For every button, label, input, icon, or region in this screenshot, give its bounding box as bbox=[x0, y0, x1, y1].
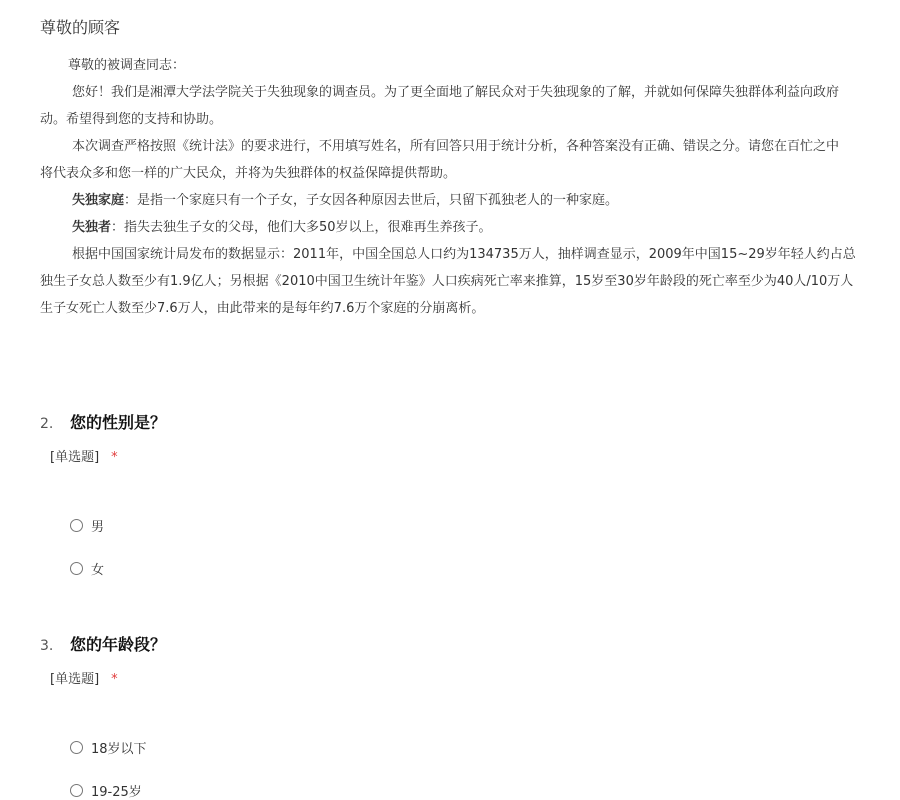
question-header bbox=[40, 632, 860, 656]
option-list bbox=[70, 514, 104, 579]
survey-intro bbox=[40, 52, 900, 322]
required-marker: * bbox=[111, 672, 118, 687]
option-male[interactable] bbox=[70, 514, 104, 536]
definition-text: ：是指一个家庭只有一个子女，子女因各种原因去世后，只留下孤独老人的一种家庭。 bbox=[124, 193, 619, 208]
radio-button[interactable] bbox=[70, 741, 83, 754]
option-label: 男 bbox=[91, 519, 105, 535]
option-label: 19-25岁 bbox=[91, 784, 142, 800]
question-type bbox=[40, 668, 860, 688]
question-title: 您的年龄段？ bbox=[70, 635, 167, 654]
intro-greeting: 尊敬的被调查同志： bbox=[68, 58, 186, 73]
question-type-label: [单选题] bbox=[50, 450, 100, 465]
option-19-25[interactable] bbox=[70, 779, 147, 800]
intro-para3-line3: 生子女死亡人数至少7.6万人，由此带来的是每年约7.6万个家庭的分崩离析。 bbox=[40, 301, 485, 316]
definition-shidu-person bbox=[40, 214, 900, 241]
definition-shidu-family bbox=[40, 187, 900, 214]
option-label: 女 bbox=[91, 562, 105, 578]
radio-button[interactable] bbox=[70, 784, 83, 797]
intro-para2-line1: 本次调查严格按照《统计法》的要求进行，不用填写姓名，所有回答只用于统计分析，各种答案没有正确、错误之分。请您在百忙之中 bbox=[72, 139, 840, 154]
radio-button[interactable] bbox=[70, 519, 83, 532]
definition-term: 失独家庭 bbox=[72, 193, 125, 208]
question-age bbox=[40, 632, 860, 800]
question-type-label: [单选题] bbox=[50, 672, 100, 687]
option-list bbox=[70, 736, 147, 800]
radio-button[interactable] bbox=[70, 562, 83, 575]
question-gender bbox=[40, 410, 860, 578]
option-female[interactable] bbox=[70, 557, 104, 579]
intro-para1-line1: 您好！我们是湘潭大学法学院关于失独现象的调查员。为了更全面地了解民众对于失独现象的了解，并就如何保障失独群体利益向政府 bbox=[72, 85, 840, 100]
page-title: 尊敬的顾客 bbox=[40, 18, 121, 37]
required-marker: * bbox=[111, 450, 118, 465]
question-header bbox=[40, 410, 860, 434]
definition-term: 失独者 bbox=[72, 220, 112, 235]
intro-para2-line2: 将代表众多和您一样的广大民众，并将为失独群体的权益保障提供帮助。 bbox=[40, 166, 457, 181]
intro-para3-line1: 根据中国国家统计局发布的数据显示：2011年，中国全国总人口约为134735万人，抽样调查显示，2009年中国15~29岁年轻人约占总 bbox=[72, 247, 856, 262]
question-type bbox=[40, 446, 860, 466]
option-label: 18岁以下 bbox=[91, 741, 147, 757]
definition-text: ：指失去独生子女的父母，他们大多50岁以上，很难再生养孩子。 bbox=[111, 220, 492, 235]
question-title: 您的性别是？ bbox=[70, 413, 167, 432]
question-number: 3. bbox=[40, 638, 54, 654]
intro-para1-line2: 动。希望得到您的支持和协助。 bbox=[40, 112, 223, 127]
question-number: 2. bbox=[40, 416, 54, 432]
intro-para3-line2: 独生子女总人数至少有1.9亿人；另根据《2010中国卫生统计年鉴》人口疾病死亡率来推算，15岁至30岁年龄段的死亡率至少为40人/10万人 bbox=[40, 274, 854, 289]
option-under-18[interactable] bbox=[70, 736, 147, 758]
